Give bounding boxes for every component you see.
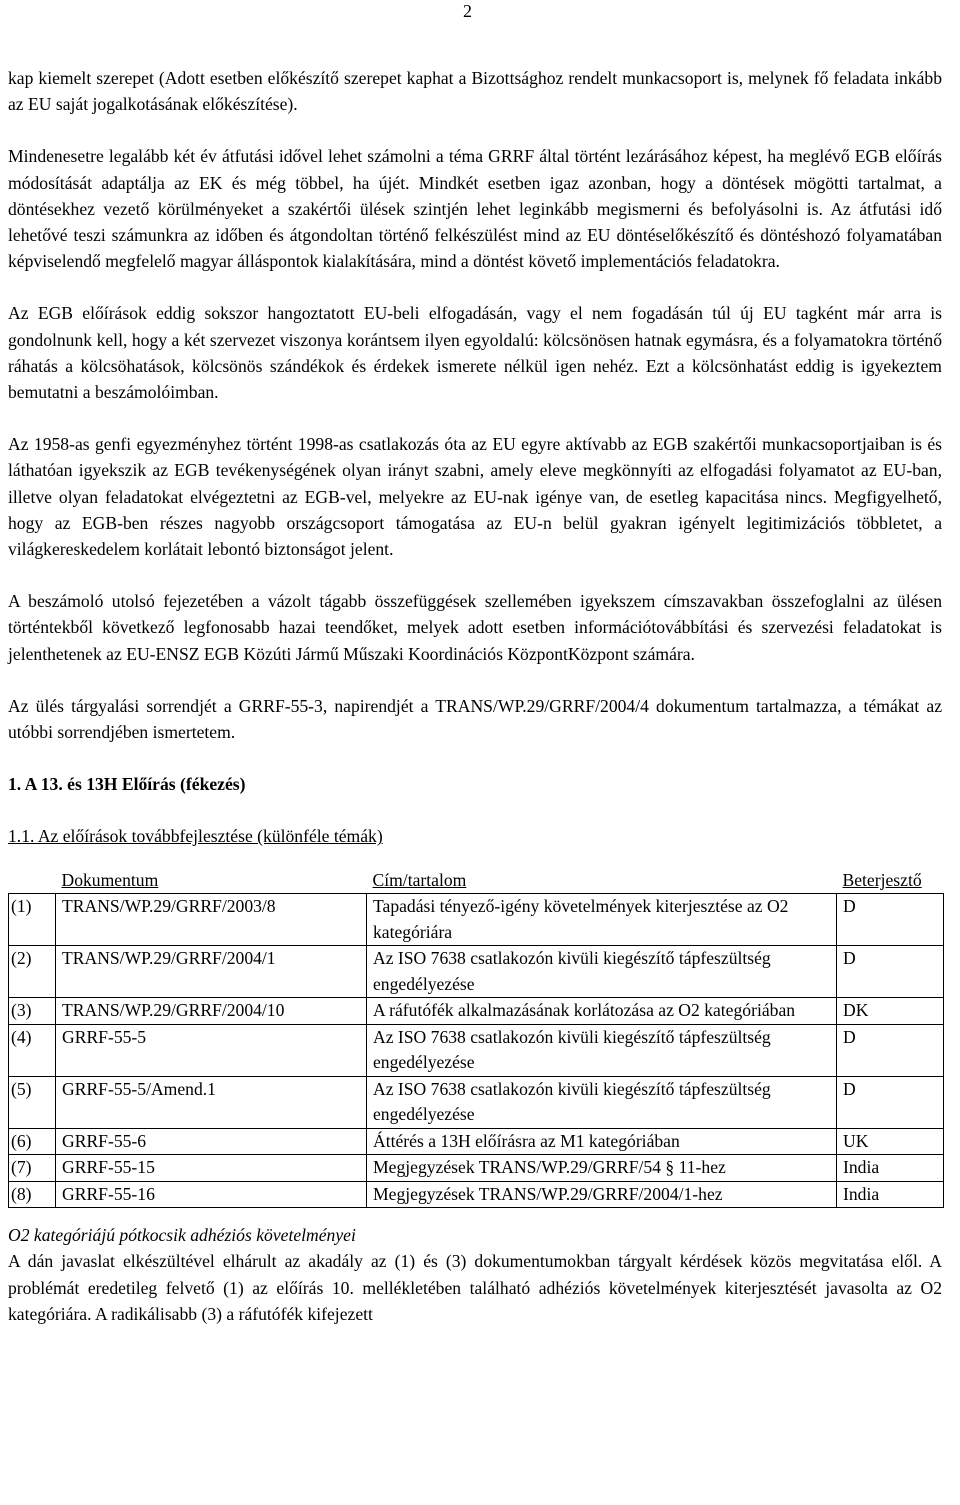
documents-table bbox=[8, 868, 944, 1209]
paragraph-1: kap kiemelt szerepet (Adott esetben előkészítő szerepet kaphat a Bizottsághoz rendelt munkacsoport is, melynek fő feladata inkább az EU saját jogalkotásának előkészítése). bbox=[8, 68, 942, 115]
row-document: TRANS/WP.29/GRRF/2004/10 bbox=[56, 998, 367, 1025]
row-submitter: India bbox=[837, 1181, 944, 1208]
paragraph-4: Az 1958-as genfi egyezményhez történt 1998-as csatlakozás óta az EU egyre aktívabb az EGB szakértői munkacsoportjaiban is és láthatóan igyekszik az EGB tevékenységének olyan irányt szabni, amely eleve megkönnyíti az elfogadási folyamatot az EU-ban, illetve olyan feladatokat elvégeztetni az EGB-vel, melyekre az EU-nak igénye van, de esetleg kapacitása nincs. Megfigyelhető, hogy az EGB-ben részes nagyobb országcsoport támogatása az EU-n belül gyakran igényelt legitimizációs többletet, a világkereskedelem korlátait lebontó biztonságot jelent. bbox=[8, 434, 942, 560]
row-number: (5) bbox=[9, 1076, 56, 1128]
header-dokumentum: Dokumentum bbox=[56, 868, 367, 894]
table-row bbox=[9, 946, 944, 998]
row-submitter: D bbox=[837, 946, 944, 998]
table-row bbox=[9, 894, 944, 946]
row-submitter: D bbox=[837, 1076, 944, 1128]
table-row bbox=[9, 1024, 944, 1076]
row-title: Tapadási tényező-igény követelmények kiterjesztése az O2 kategóriára bbox=[367, 894, 837, 946]
row-document: GRRF-55-16 bbox=[56, 1181, 367, 1208]
row-title: Megjegyzések TRANS/WP.29/GRRF/2004/1-hez bbox=[367, 1181, 837, 1208]
section-heading: 1. A 13. és 13H Előírás (fékezés) bbox=[8, 774, 246, 795]
row-number: (8) bbox=[9, 1181, 56, 1208]
header-num bbox=[9, 868, 56, 894]
row-document: TRANS/WP.29/GRRF/2004/1 bbox=[56, 946, 367, 998]
paragraph-6: Az ülés tárgyalási sorrendjét a GRRF-55-3, napirendjét a TRANS/WP.29/GRRF/2004/4 dokumentum tartalmazza, a témákat az utóbbi sorrendjében ismertetem. bbox=[8, 695, 942, 743]
row-number: (1) bbox=[9, 894, 56, 946]
row-submitter: India bbox=[837, 1155, 944, 1182]
row-title: A ráfutófék alkalmazásának korlátozása az O2 kategóriában bbox=[367, 998, 837, 1025]
paragraph-5: A beszámoló utolsó fejezetében a vázolt tágabb összefüggések szellemében igyekszem címszavakban összefoglalni az ülésen történtekből következő legfonosabb hazai teendőket, melyek adott esetben információtovábbítási és szervezési feladatokat is jelenthetenek az EU-ENSZ EGB Közúti Jármű Műszaki Koordinációs KözpontKözpont számára. bbox=[8, 591, 942, 664]
subsection-heading: 1.1. Az előírások továbbfejlesztése (különféle témák) bbox=[8, 826, 383, 847]
row-submitter: DK bbox=[837, 998, 944, 1025]
row-title: Az ISO 7638 csatlakozón kivüli kiegészítő tápfeszültség engedélyezése bbox=[367, 1076, 837, 1128]
table-row bbox=[9, 1181, 944, 1208]
table-row bbox=[9, 1155, 944, 1182]
header-cim: Cím/tartalom bbox=[367, 868, 837, 894]
row-number: (3) bbox=[9, 998, 56, 1025]
row-document: GRRF-55-5/Amend.1 bbox=[56, 1076, 367, 1128]
paragraph-3: Az EGB előírások eddig sokszor hangoztatott EU-beli elfogadásán, vagy el nem fogadásán túl új EU tagként már arra is gondolnunk kell, hogy a két szervezet viszonya korántsem ilyen egyoldalú: kölcsönösen hatnak egymásra, és a folyamatokra történő ráhatás a kölcsöhatások, kölcsönös szándékok és érdekek ismerete nélkül igen nehéz. Ezt a kölcsönhatást eddig is igyekeztem bemutatni a beszámolóimban. bbox=[8, 303, 942, 403]
table-header-row bbox=[9, 868, 944, 894]
row-number: (7) bbox=[9, 1155, 56, 1182]
row-title: Áttérés a 13H előírásra az M1 kategóriában bbox=[367, 1128, 837, 1155]
header-beterjeszto: Beterjesztő bbox=[837, 868, 944, 894]
table-row bbox=[9, 1128, 944, 1155]
page-number: 2 bbox=[463, 1, 472, 21]
row-document: TRANS/WP.29/GRRF/2003/8 bbox=[56, 894, 367, 946]
row-submitter: UK bbox=[837, 1128, 944, 1155]
row-title: Megjegyzések TRANS/WP.29/GRRF/54 § 11-hez bbox=[367, 1155, 837, 1182]
italic-subheading: O2 kategóriájú pótkocsik adhéziós követelményei bbox=[8, 1225, 356, 1246]
row-title: Az ISO 7638 csatlakozón kivüli kiegészítő tápfeszültség engedélyezése bbox=[367, 1024, 837, 1076]
row-number: (2) bbox=[9, 946, 56, 998]
row-title: Az ISO 7638 csatlakozón kivüli kiegészítő tápfeszültség engedélyezése bbox=[367, 946, 837, 998]
row-document: GRRF-55-6 bbox=[56, 1128, 367, 1155]
paragraph-2: Mindenesetre legalább két év átfutási idővel lehet számolni a téma GRRF által történt lezárásához képest, ha meglévő EGB előírás módosítását adaptálja az EK és még többel, ha újét. Mindkét esetben igaz azonban, hogy a döntések mögötti tartalmat, a döntésekhez vezető körülményeket a szakértői ülések szintjén lehet leginkább megismerni és befolyásolni is. Az átfutási idő lehetővé teszi számunkra az időben és átgondoltan történő felkészülést mind az EU döntéselőkészítő és döntéshozó folyamatában képviselendő megfelelő magyar álláspontok kialakítására, mind a döntést követő implementációs feladatokra. bbox=[8, 146, 942, 272]
row-document: GRRF-55-5 bbox=[56, 1024, 367, 1076]
row-number: (4) bbox=[9, 1024, 56, 1076]
final-paragraph: A dán javaslat elkészültével elhárult az akadály az (1) és (3) dokumentumokban tárgyalt kérdések közös megvitatása elől. A problémát eredetileg felvető (1) az előírás 10. mellékletében található adhéziós követelmények kiterjesztését javasolta az O2 kategóriára. A radikálisabb (3) a ráfutófék kifejezett bbox=[8, 1251, 942, 1324]
row-submitter: D bbox=[837, 1024, 944, 1076]
row-submitter: D bbox=[837, 894, 944, 946]
table-row bbox=[9, 1076, 944, 1128]
row-document: GRRF-55-15 bbox=[56, 1155, 367, 1182]
row-number: (6) bbox=[9, 1128, 56, 1155]
document-body bbox=[8, 65, 942, 1327]
table-row bbox=[9, 998, 944, 1025]
